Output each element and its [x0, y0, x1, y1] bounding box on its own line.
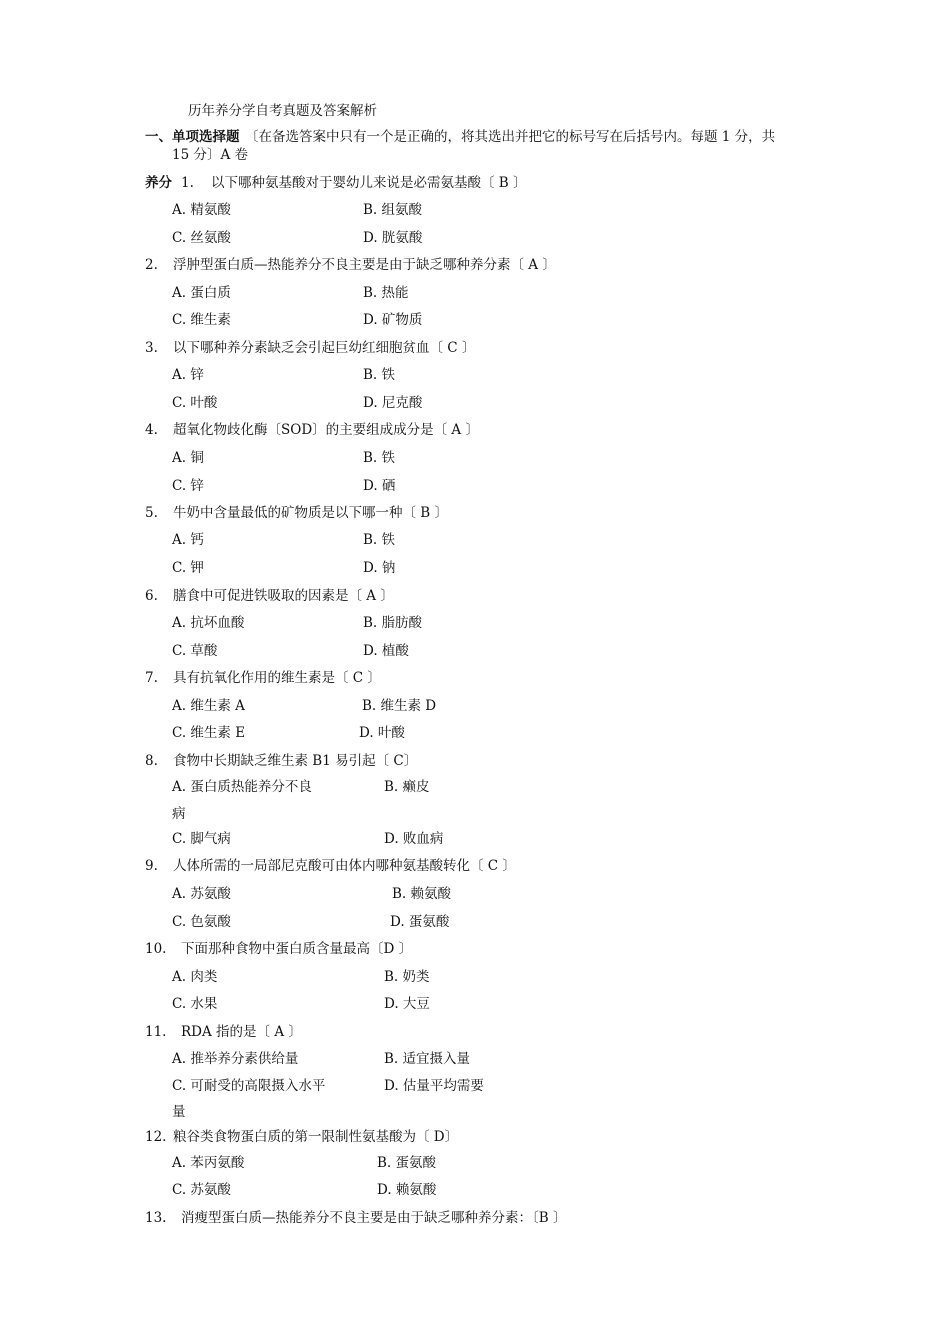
question-text: 粮谷类食物蛋白质的第一限制性氨基酸为〔 D〕: [173, 1129, 459, 1145]
option-c: C. 水果: [172, 996, 218, 1012]
option-a: A. 抗坏血酸: [172, 615, 245, 631]
option-c: C. 色氨酸: [172, 914, 231, 930]
question-text: 具有抗氧化作用的维生素是〔 C 〕: [173, 670, 381, 686]
option-d: D. 植酸: [363, 643, 409, 659]
option-a: A. 推举养分素供给量: [172, 1051, 299, 1067]
option-d: D. 胱氨酸: [363, 230, 423, 246]
question-text: 牛奶中含量最低的矿物质是以下哪一种〔 B 〕: [173, 505, 449, 521]
option-a: A. 铜: [172, 450, 204, 466]
option-c: C. 草酸: [172, 643, 218, 659]
option-d: D. 钠: [363, 560, 396, 576]
option-a: A. 苏氨酸: [172, 886, 231, 902]
option-c: C. 钾: [172, 560, 204, 576]
option-c: C. 苏氨酸: [172, 1182, 231, 1198]
question-number: 4.: [145, 422, 158, 438]
option-b: B. 铁: [363, 532, 396, 548]
question-number: 3.: [145, 340, 158, 356]
option-c-wrap: 量: [172, 1104, 186, 1120]
section-heading: 一、单项选择题: [145, 129, 240, 145]
question-number: 8.: [145, 753, 158, 769]
question-text: RDA 指的是〔 A 〕: [181, 1024, 302, 1040]
question-number: 9.: [145, 858, 158, 874]
question-number: 12.: [145, 1129, 167, 1145]
option-a: A. 维生素 A: [172, 698, 245, 714]
option-d: D. 大豆: [384, 996, 430, 1012]
question-prefix: 养分: [145, 175, 172, 191]
question-number: 1.: [181, 175, 194, 191]
option-d: D. 估量平均需要: [384, 1078, 484, 1094]
question-number: 7.: [145, 670, 158, 686]
question-text: 以下哪种氨基酸对于婴幼儿来说是必需氨基酸〔 B 〕: [211, 175, 527, 191]
option-a: A. 钙: [172, 532, 204, 548]
option-b: B. 癞皮: [384, 779, 430, 795]
option-b: B. 蛋氨酸: [377, 1155, 437, 1171]
option-d: D. 硒: [363, 478, 396, 494]
option-b: B. 热能: [363, 285, 409, 301]
option-a: A. 肉类: [172, 969, 218, 985]
question-number: 13.: [145, 1210, 167, 1226]
question-text: 食物中长期缺乏维生素 B1 易引起〔 C〕: [173, 753, 418, 769]
option-a: A. 苯丙氨酸: [172, 1155, 245, 1171]
question-text: 消瘦型蛋白质—热能养分不良主要是由于缺乏哪种养分素：〔B 〕: [181, 1210, 567, 1226]
option-b: B. 铁: [363, 450, 396, 466]
section-instruction-cont: 15 分〕A 卷: [172, 147, 249, 163]
option-b: B. 组氨酸: [363, 202, 423, 218]
option-d: D. 蛋氨酸: [390, 914, 450, 930]
option-a: A. 蛋白质: [172, 285, 231, 301]
option-a: A. 蛋白质热能养分不良: [172, 779, 312, 795]
option-b: B. 维生素 D: [362, 698, 437, 714]
option-a: A. 锌: [172, 367, 204, 383]
question-number: 6.: [145, 588, 158, 604]
question-text: 下面那种食物中蛋白质含量最高〔D 〕: [181, 941, 413, 957]
option-d: D. 赖氨酸: [377, 1182, 437, 1198]
option-a-wrap: 病: [172, 806, 186, 822]
question-number: 10.: [145, 941, 167, 957]
option-a: A. 精氨酸: [172, 202, 231, 218]
option-c: C. 可耐受的高限摄入水平: [172, 1078, 326, 1094]
section-instruction: 〔在备选答案中只有一个是正确的，将其选出并把它的标号写在后括号内。每题 1 分，共: [245, 129, 776, 145]
question-number: 5.: [145, 505, 158, 521]
question-number: 2.: [145, 257, 158, 273]
option-c: C. 维生素: [172, 312, 231, 328]
option-b: B. 适宜摄入量: [384, 1051, 471, 1067]
option-d: D. 尼克酸: [363, 395, 423, 411]
option-b: B. 赖氨酸: [392, 886, 452, 902]
option-d: D. 叶酸: [359, 725, 405, 741]
option-b: B. 脂肪酸: [363, 615, 423, 631]
option-b: B. 奶类: [384, 969, 430, 985]
option-c: C. 锌: [172, 478, 204, 494]
question-number: 11.: [145, 1024, 167, 1040]
option-c: C. 丝氨酸: [172, 230, 231, 246]
question-text: 以下哪种养分素缺乏会引起巨幼红细胞贫血〔 C 〕: [173, 340, 476, 356]
question-text: 人体所需的一局部尼克酸可由体内哪种氨基酸转化〔 C 〕: [173, 858, 516, 874]
option-c: C. 维生素 E: [172, 725, 246, 741]
option-d: D. 矿物质: [363, 312, 423, 328]
option-b: B. 铁: [363, 367, 396, 383]
document-title: 历年养分学自考真题及答案解析: [188, 103, 377, 119]
question-text: 膳食中可促进铁吸取的因素是〔 A 〕: [173, 588, 394, 604]
question-text: 浮肿型蛋白质—热能养分不良主要是由于缺乏哪种养分素〔 A 〕: [173, 257, 556, 273]
option-c: C. 脚气病: [172, 831, 231, 847]
option-d: D. 败血病: [384, 831, 444, 847]
question-text: 超氧化物歧化酶〔SOD〕的主要组成成分是〔 A 〕: [173, 422, 479, 438]
option-c: C. 叶酸: [172, 395, 218, 411]
